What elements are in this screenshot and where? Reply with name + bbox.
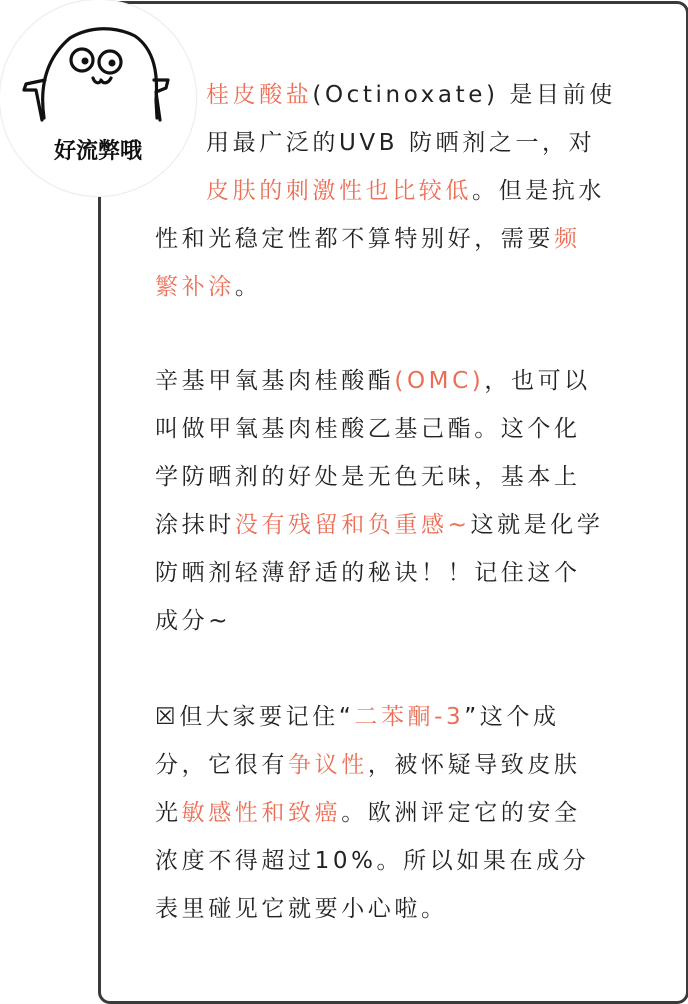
body-text: 性和光稳定性都不算特别好，需要 xyxy=(155,226,554,252)
body-text: 叫做甲氧基肉桂酸乙基己酯。这个化 xyxy=(155,416,581,442)
body-text: ”这个成 xyxy=(464,704,560,730)
body-text: (Octinoxate) 是目前使 xyxy=(312,82,616,108)
highlighted-text: 二苯酮-3 xyxy=(354,704,465,730)
text-line xyxy=(155,798,581,828)
cartoon-face-shrug-icon xyxy=(0,0,196,196)
avatar xyxy=(0,0,196,196)
body-text: 这就是化学 xyxy=(470,512,604,538)
highlighted-text: 频 xyxy=(554,226,581,252)
highlighted-text: 皮肤的刺激性也比较低 xyxy=(206,178,472,204)
text-line xyxy=(155,414,581,444)
body-text: 用最广泛的UVB 防晒剂之一，对 xyxy=(206,130,596,156)
body-text: 辛基甲氧基肉桂酸酯 xyxy=(155,368,395,394)
body-text: 光 xyxy=(155,800,182,826)
text-line xyxy=(155,462,581,492)
text-line xyxy=(155,702,560,732)
text-line xyxy=(155,224,581,254)
text-line xyxy=(155,750,581,780)
body-text: 浓度不得超过10%。所以如果在成分 xyxy=(155,848,590,874)
text-line xyxy=(155,846,589,876)
text-line xyxy=(155,510,603,540)
body-text: 防晒剂轻薄舒适的秘诀！！记住这个 xyxy=(155,560,581,586)
body-text: 表里碰见它就要小心啦。 xyxy=(155,896,448,922)
body-text: ，也可以 xyxy=(484,368,591,394)
body-text: ，被怀疑导致皮肤 xyxy=(367,752,581,778)
text-line xyxy=(155,606,231,636)
highlighted-text: 争议性 xyxy=(288,752,368,778)
body-text: 。 xyxy=(234,274,262,300)
body-text: 学防晒剂的好处是无色无味，基本上 xyxy=(155,464,581,490)
highlighted-text: 敏感性和致癌 xyxy=(181,800,342,826)
text-line xyxy=(206,176,605,206)
body-text: 成分~ xyxy=(155,608,232,634)
body-text: 。欧洲评定它的安全 xyxy=(341,800,581,826)
highlighted-text: 桂皮酸盐 xyxy=(206,82,313,108)
body-text: 分，它很有 xyxy=(155,752,288,778)
text-line xyxy=(206,80,616,110)
body-text: ☒但大家要记住“ xyxy=(155,704,355,730)
text-line xyxy=(155,366,591,396)
highlighted-text: 繁补涂 xyxy=(155,274,235,300)
avatar-caption: 好流弊哦 xyxy=(53,139,142,164)
text-line xyxy=(155,272,261,302)
body-text: 涂抹时 xyxy=(155,512,235,538)
highlighted-text: 没有残留和负重感~ xyxy=(234,512,471,538)
highlighted-text: (OMC) xyxy=(394,368,485,394)
body-text: 。但是抗水 xyxy=(472,178,605,204)
text-line xyxy=(206,128,595,158)
text-line xyxy=(155,558,581,588)
text-line xyxy=(155,894,448,924)
